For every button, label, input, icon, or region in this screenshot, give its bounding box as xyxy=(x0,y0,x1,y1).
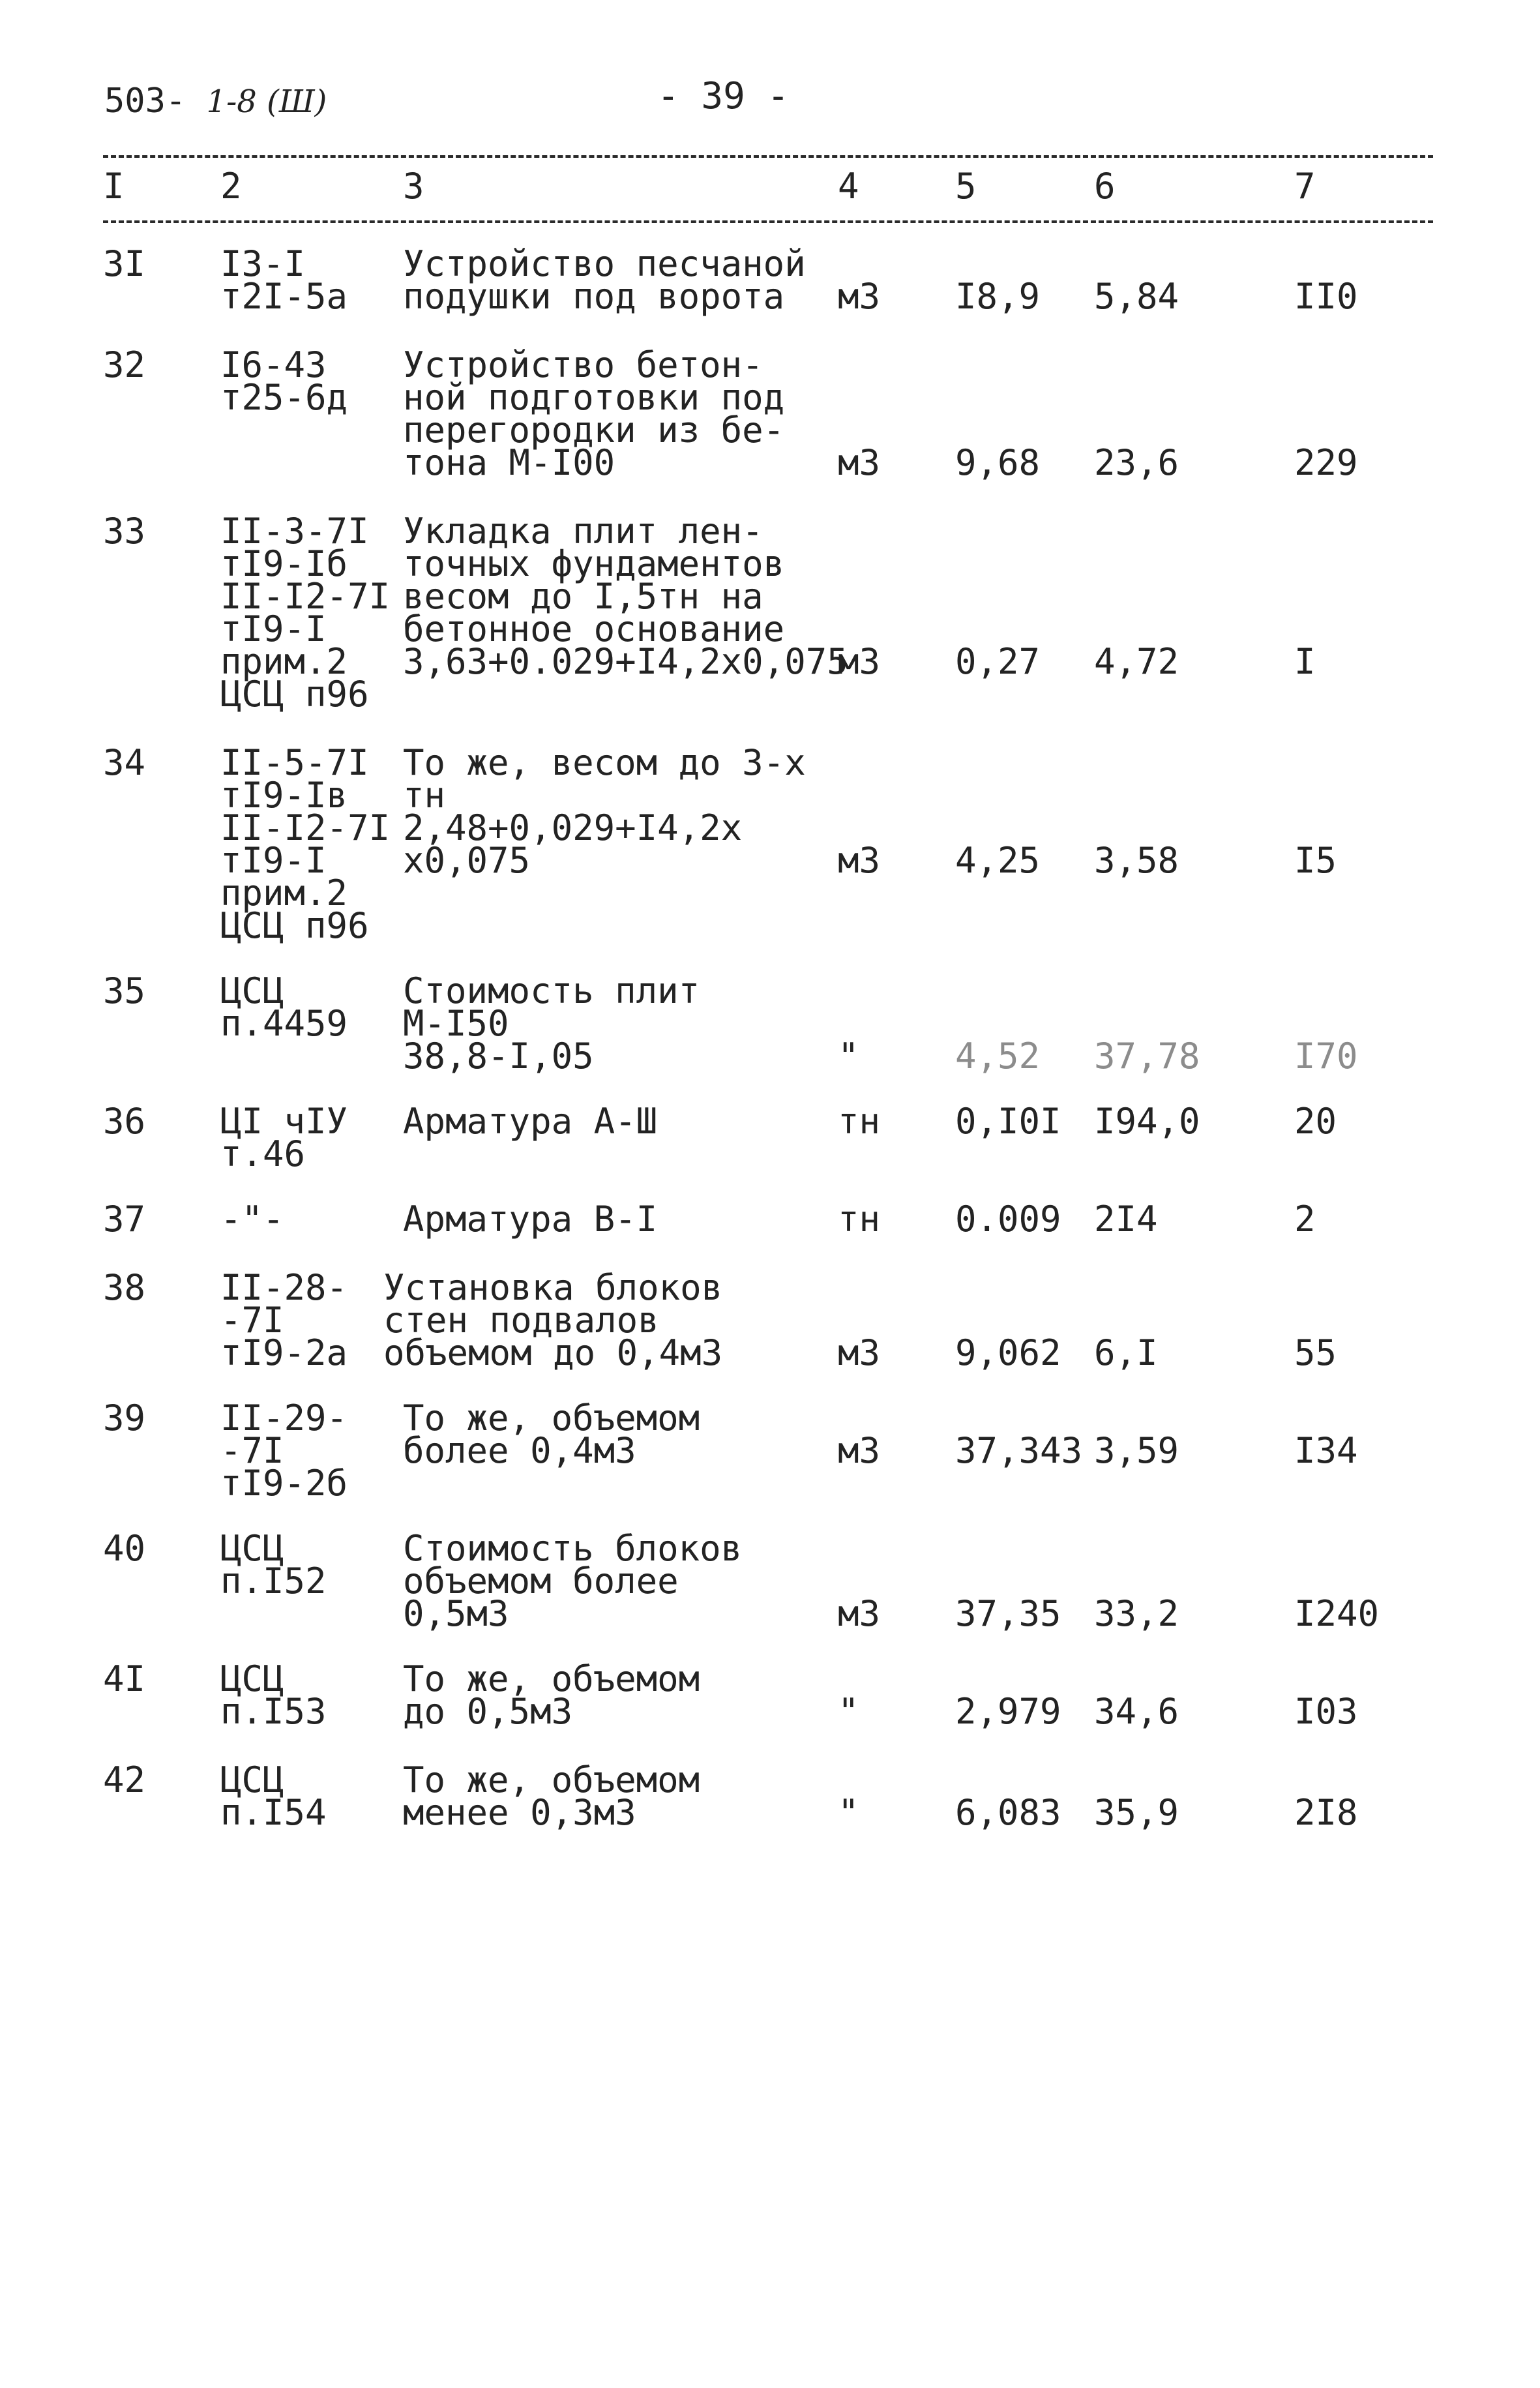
row-description: Арматура А-Ш xyxy=(403,1101,658,1142)
row-code: ЦСЦ п.4459 xyxy=(220,970,348,1044)
row-code: ЦСЦ п.I53 xyxy=(220,1658,327,1732)
column-header-1: I xyxy=(103,166,125,207)
row-unit: м3 xyxy=(838,1593,881,1634)
row-quantity: 9,68 xyxy=(955,442,1041,483)
row-total: 2I8 xyxy=(1294,1792,1358,1833)
row-description: Устройство бетон- ной подготовки под перегородки из бе- тона М-I00 xyxy=(403,344,785,483)
row-quantity: 0,I0I xyxy=(955,1101,1061,1142)
row-code: ЦI чIУ т.46 xyxy=(220,1101,348,1174)
row-unit: " xyxy=(838,1792,859,1833)
row-unit-price: 34,6 xyxy=(1094,1691,1179,1732)
column-header-7: 7 xyxy=(1294,166,1316,207)
row-unit-price: 5,84 xyxy=(1094,276,1179,317)
row-quantity: I8,9 xyxy=(955,276,1041,317)
column-header-2: 2 xyxy=(220,166,242,207)
row-unit: м3 xyxy=(838,840,881,881)
page-number: - 39 - xyxy=(657,75,790,117)
row-total: 229 xyxy=(1294,442,1358,483)
row-unit-price: I94,0 xyxy=(1094,1101,1200,1142)
row-number: 40 xyxy=(103,1528,146,1569)
row-total: I240 xyxy=(1294,1593,1380,1634)
row-description: То же, объемом более 0,4м3 xyxy=(403,1397,700,1471)
row-unit: " xyxy=(838,1691,859,1732)
document-code-main: 503- xyxy=(104,82,207,121)
row-quantity: 6,083 xyxy=(955,1792,1061,1833)
row-description: Арматура В-I xyxy=(403,1199,658,1240)
row-unit-price: 4,72 xyxy=(1094,641,1179,682)
row-description: Укладка плит лен- точных фундаментов весом до I,5тн на бетонное основание 3,63+0.029+I4,2х0,075 xyxy=(403,511,848,682)
row-unit: тн xyxy=(838,1101,881,1142)
row-unit: м3 xyxy=(838,1430,881,1471)
row-description: То же, объемом до 0,5м3 xyxy=(403,1658,700,1732)
row-number: 35 xyxy=(103,970,146,1011)
row-total: I03 xyxy=(1294,1691,1358,1732)
row-description: То же, объемом менее 0,3м3 xyxy=(403,1759,700,1833)
row-unit-price: 23,6 xyxy=(1094,442,1179,483)
row-unit-price: 3,58 xyxy=(1094,840,1179,881)
row-code: I3-I т2I-5а xyxy=(220,243,348,317)
row-number: 34 xyxy=(103,742,146,783)
row-quantity: 0,27 xyxy=(955,641,1041,682)
row-number: 3I xyxy=(103,243,146,284)
row-total: I xyxy=(1294,641,1316,682)
document-code xyxy=(104,82,327,121)
row-code: II-3-7I тI9-Iб II-I2-7I тI9-I прим.2 ЦСЦ п96 xyxy=(220,511,391,715)
row-unit-price: 37,78 xyxy=(1094,1036,1200,1077)
row-unit-price: 35,9 xyxy=(1094,1792,1179,1833)
row-quantity: 2,979 xyxy=(955,1691,1061,1732)
row-number: 36 xyxy=(103,1101,146,1142)
row-unit-price: 3,59 xyxy=(1094,1430,1179,1471)
row-total: I5 xyxy=(1294,840,1337,881)
row-quantity: 4,52 xyxy=(955,1036,1041,1077)
row-unit: м3 xyxy=(838,442,881,483)
row-code: II-28- -7I тI9-2а xyxy=(220,1267,348,1373)
row-total: 2 xyxy=(1294,1199,1316,1240)
column-header-6: 6 xyxy=(1094,166,1116,207)
row-number: 4I xyxy=(103,1658,146,1699)
row-unit: м3 xyxy=(838,641,881,682)
row-number: 33 xyxy=(103,511,146,552)
row-description: Установка блоков стен подвалов объемом до 0,4м3 xyxy=(383,1267,723,1373)
row-number: 39 xyxy=(103,1397,146,1439)
row-code: -"- xyxy=(220,1199,284,1240)
row-unit: " xyxy=(838,1036,859,1077)
row-description: Стоимость плит М-I50 38,8-I,05 xyxy=(403,970,700,1077)
row-total: 20 xyxy=(1294,1101,1337,1142)
row-quantity: 37,343 xyxy=(955,1430,1083,1471)
row-description: Стоимость блоков объемом более 0,5м3 xyxy=(403,1528,743,1634)
column-header-5: 5 xyxy=(955,166,977,207)
row-unit: м3 xyxy=(838,1332,881,1373)
row-total: 55 xyxy=(1294,1332,1337,1373)
header-bottom-rule xyxy=(103,220,1433,223)
document-code-suffix: 1-8 (Ш) xyxy=(206,83,327,120)
row-code: II-5-7I тI9-Iв II-I2-7I тI9-I прим.2 ЦСЦ п96 xyxy=(220,742,391,946)
row-unit-price: 33,2 xyxy=(1094,1593,1179,1634)
row-quantity: 37,35 xyxy=(955,1593,1061,1634)
header-top-rule xyxy=(103,155,1433,158)
row-number: 38 xyxy=(103,1267,146,1308)
row-quantity: 9,062 xyxy=(955,1332,1061,1373)
row-number: 37 xyxy=(103,1199,146,1240)
row-code: ЦСЦ п.I52 xyxy=(220,1528,327,1602)
row-total: I34 xyxy=(1294,1430,1358,1471)
row-total: I70 xyxy=(1294,1036,1358,1077)
row-description: То же, весом до 3-х тн 2,48+0,029+I4,2х х0,075 xyxy=(403,742,806,881)
row-number: 32 xyxy=(103,344,146,385)
row-code: II-29- -7I тI9-2б xyxy=(220,1397,348,1504)
row-quantity: 0.009 xyxy=(955,1199,1061,1240)
row-code: ЦСЦ п.I54 xyxy=(220,1759,327,1833)
row-quantity: 4,25 xyxy=(955,840,1041,881)
column-header-4: 4 xyxy=(838,166,859,207)
row-unit-price: 2I4 xyxy=(1094,1199,1158,1240)
column-header-3: 3 xyxy=(403,166,424,207)
row-unit: тн xyxy=(838,1199,881,1240)
row-unit-price: 6,I xyxy=(1094,1332,1158,1373)
row-total: II0 xyxy=(1294,276,1358,317)
row-unit: м3 xyxy=(838,276,881,317)
row-description: Устройство песчаной подушки под ворота xyxy=(403,243,806,317)
row-number: 42 xyxy=(103,1759,146,1800)
row-code: I6-43 т25-6д xyxy=(220,344,348,418)
